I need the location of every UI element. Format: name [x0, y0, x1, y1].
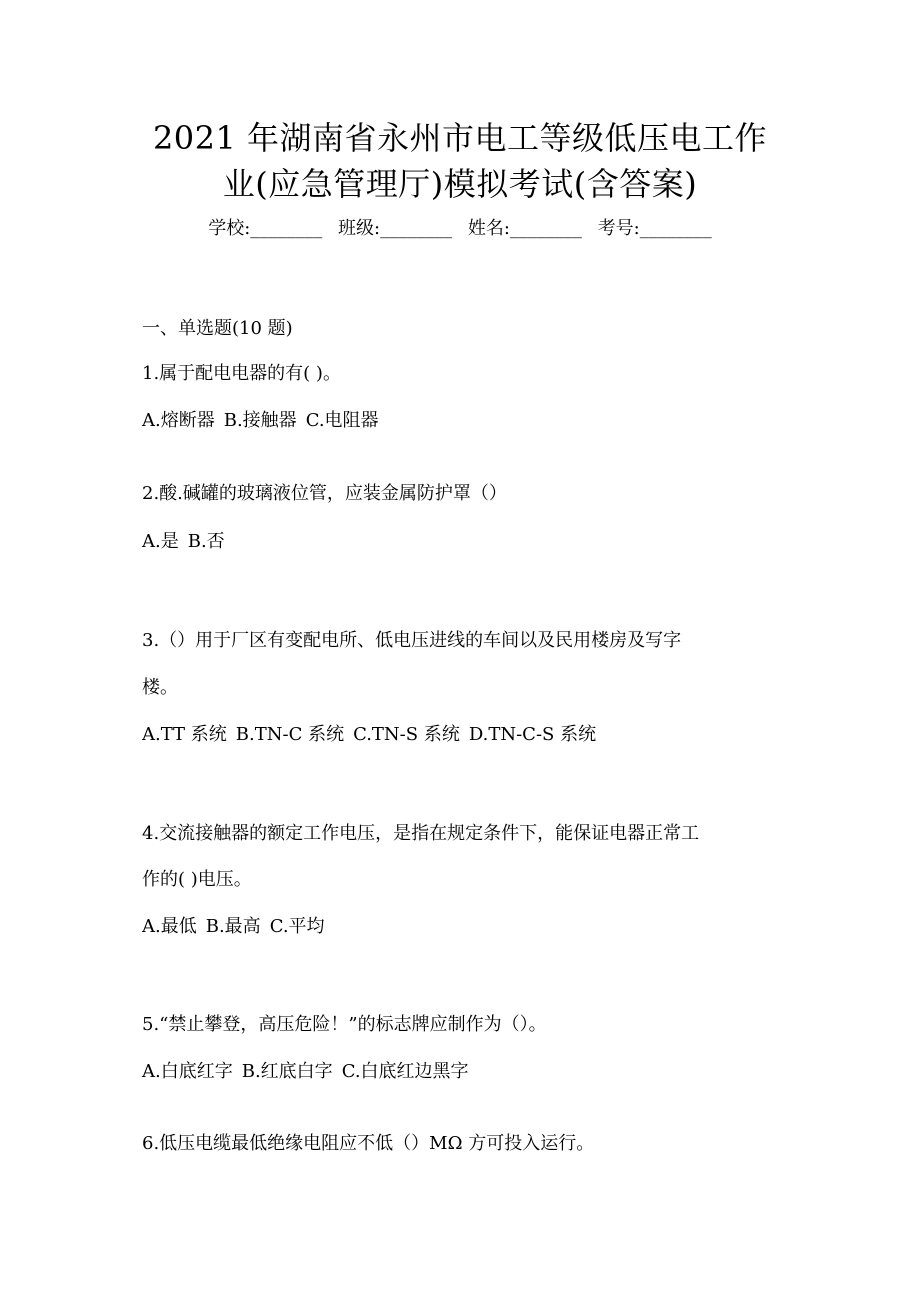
question-4-options — [142, 912, 334, 942]
question-1-option-b: B.接触器 — [223, 410, 297, 431]
exam-number-field: 考号:________ — [597, 218, 712, 239]
question-4-option-c: C.平均 — [269, 916, 325, 937]
question-5-options — [142, 1057, 478, 1087]
question-5-option-a: A.白底红字 — [142, 1061, 233, 1082]
question-5-stem: 5.“禁止攀登，高压危险！”的标志牌应制作为（）。 — [142, 1014, 547, 1035]
question-3-option-c: C.TN-S 系统 — [353, 724, 460, 745]
question-6-stem: 6.低压电缆最低绝缘电阻应不低（）MΩ 方可投入运行。 — [142, 1133, 595, 1154]
exam-title-line-2: 业(应急管理厅)模拟考试(含答案) — [222, 165, 698, 203]
question-3-options — [142, 720, 605, 750]
question-3-option-a: A.TT 系统 — [142, 724, 227, 745]
question-2-stem: 2.酸.碱罐的玻璃液位管，应装金属防护罩（） — [142, 483, 507, 504]
section-heading: 一、单选题(10 题) — [142, 318, 293, 339]
question-3-option-b: B.TN-C 系统 — [235, 724, 345, 745]
question-2-option-a: A.是 — [142, 531, 179, 552]
question-1-option-a: A.熔断器 — [142, 410, 215, 431]
question-5-option-b: B.红底白字 — [241, 1061, 333, 1082]
name-field: 姓名:________ — [467, 218, 582, 239]
question-3-stem-line-2: 楼。 — [142, 677, 178, 698]
question-4-option-a: A.最低 — [142, 916, 197, 937]
question-3-option-d: D.TN-C-S 系统 — [468, 724, 597, 745]
question-1-options — [142, 406, 388, 436]
question-1-option-c: C.电阻器 — [305, 410, 379, 431]
question-3-stem-line-1: 3.（）用于厂区有变配电所、低电压进线的车间以及民用楼房及写字 — [142, 630, 682, 651]
exam-title-line-1: 2021 年湖南省永州市电工等级低压电工作 — [152, 119, 768, 157]
student-info-line — [0, 214, 920, 244]
question-2-option-b: B.否 — [187, 531, 225, 552]
question-2-options — [142, 527, 234, 557]
school-field: 学校:________ — [208, 218, 323, 239]
question-1-stem: 1.属于配电电器的有( )。 — [142, 363, 341, 384]
question-4-stem-line-2: 作的( )电压。 — [142, 869, 252, 890]
question-5-option-c: C.白底红边黑字 — [341, 1061, 469, 1082]
question-4-stem-line-1: 4.交流接触器的额定工作电压，是指在规定条件下，能保证电器正常工 — [142, 823, 700, 844]
class-field: 班级:________ — [338, 218, 453, 239]
question-4-option-b: B.最高 — [205, 916, 261, 937]
